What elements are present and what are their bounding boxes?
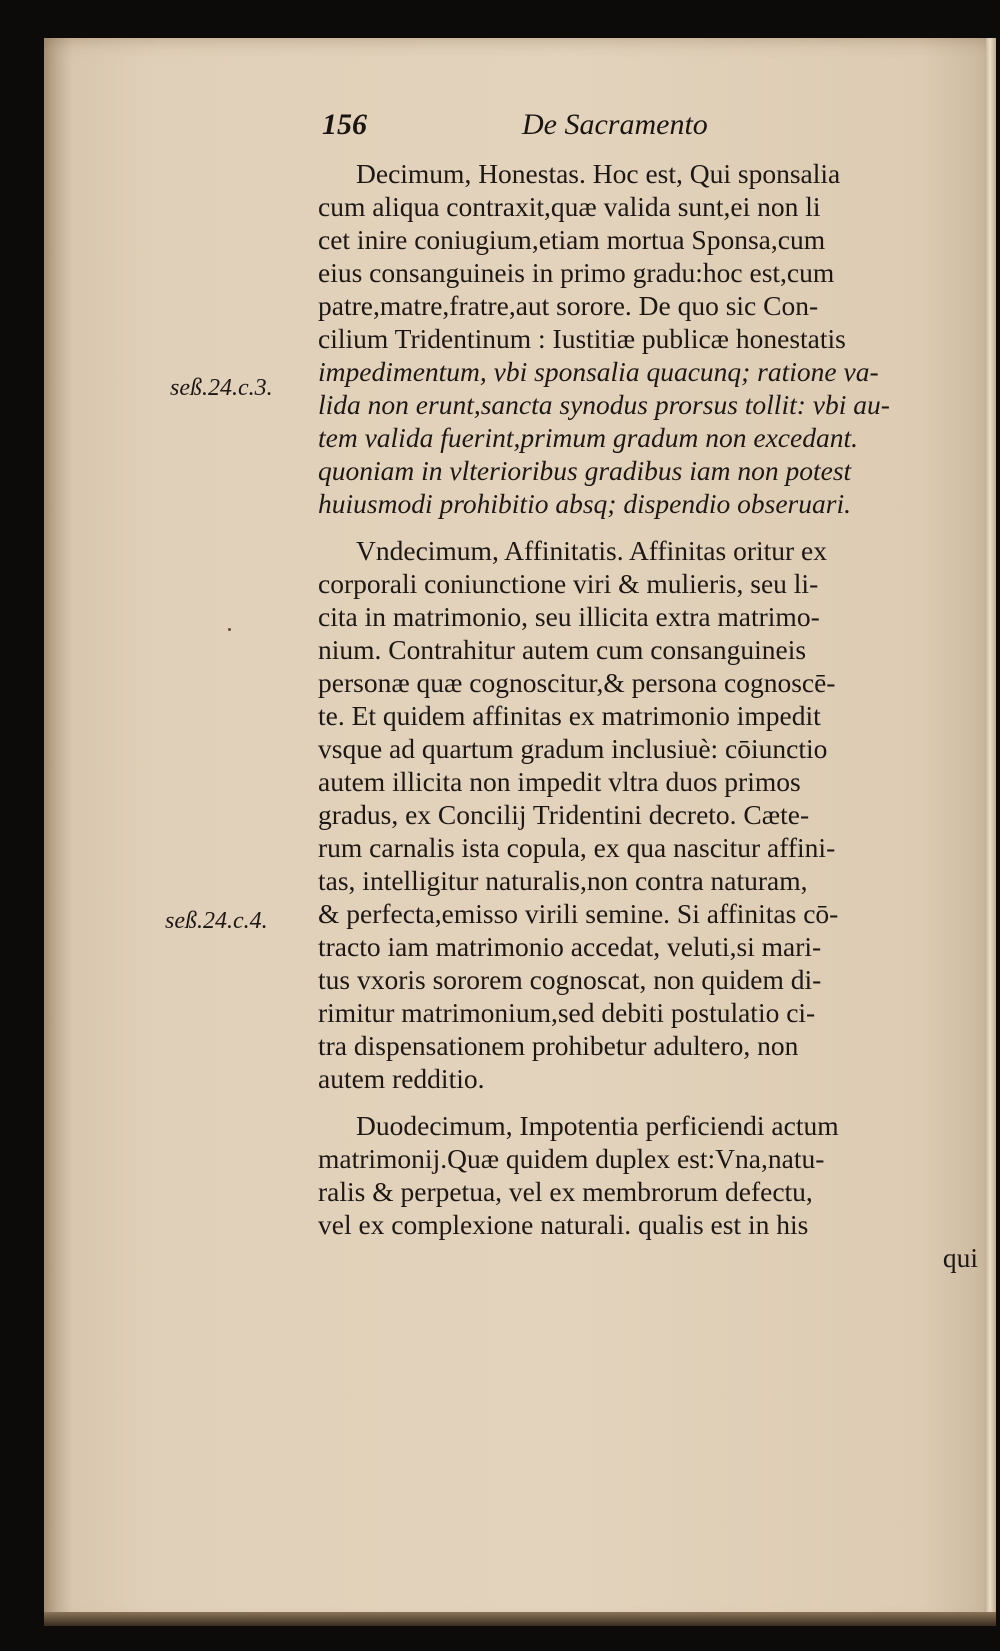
text-line: tas, intelligitur naturalis,non contra naturam, xyxy=(318,865,808,896)
text-line: nium. Contrahitur autem cum consanguineis xyxy=(318,634,807,665)
page-edge xyxy=(986,38,996,1626)
text-line: Vndecimum, Affinitatis. Affinitas oritur ex xyxy=(356,535,828,566)
text-line: quoniam in vlterioribus gradibus iam non potest xyxy=(318,455,852,486)
text-line: & perfecta,emisso virili semine. Si affinitas cō- xyxy=(318,898,839,929)
text-line: cilium Tridentinum : Iustitiæ publicæ honestatis xyxy=(318,323,846,354)
text-line: vel ex complexione naturali. qualis est in his xyxy=(318,1209,809,1240)
text-line: huiusmodi prohibitio absq; dispendio obseruari. xyxy=(318,488,851,519)
marginal-note: seß.24.c.3. xyxy=(170,375,273,401)
text-line: autem redditio. xyxy=(318,1063,485,1094)
catchword: qui xyxy=(942,1242,978,1273)
text-line: ralis & perpetua, vel ex membrorum defectu, xyxy=(318,1176,813,1207)
text-line: autem illicita non impedit vltra duos primos xyxy=(318,766,801,797)
text-line: Decimum, Honestas. Hoc est, Qui sponsalia xyxy=(356,158,841,189)
text-line: cum aliqua contraxit,quæ valida sunt,ei non li xyxy=(318,191,821,222)
page-bottom-edge xyxy=(44,1612,996,1626)
page-number: 156 xyxy=(322,108,367,141)
text-line: corporali coniunctione viri & mulieris, seu li- xyxy=(318,568,819,599)
text-line: cita in matrimonio, seu illicita extra matrimo- xyxy=(318,601,820,632)
text-line: tracto iam matrimonio accedat, veluti,si mari- xyxy=(318,931,822,962)
text-line: personæ quæ cognoscitur,& persona cognoscē- xyxy=(318,667,836,698)
text-line: matrimonij.Quæ quidem duplex est:Vna,natu- xyxy=(318,1143,825,1174)
text-line: te. Et quidem affinitas ex matrimonio impedit xyxy=(318,700,821,731)
text-line: lida non erunt,sancta synodus prorsus tollit: vbi au- xyxy=(318,389,890,420)
text-line: gradus, ex Concilij Tridentini decreto. Cæte- xyxy=(318,799,810,830)
text-line: tem valida fuerint,primum gradum non excedant. xyxy=(318,422,858,453)
running-title: De Sacramento xyxy=(522,108,708,141)
page-header xyxy=(322,108,822,148)
body-text xyxy=(318,157,978,1274)
text-line: Duodecimum, Impotentia perficiendi actum xyxy=(356,1110,839,1141)
text-line: cet inire coniugium,etiam mortua Sponsa,cum xyxy=(318,224,826,255)
text-line: rimitur matrimonium,sed debiti postulatio ci- xyxy=(318,997,816,1028)
text-line: rum carnalis ista copula, ex qua nascitur affini- xyxy=(318,832,836,863)
text-line: impedimentum, vbi sponsalia quacunq; ratione va- xyxy=(318,356,879,387)
paragraph-duodecimum xyxy=(318,1109,978,1274)
paragraph-decimum xyxy=(318,157,978,520)
marginal-note: seß.24.c.4. xyxy=(165,908,268,934)
text-line: tus vxoris sororem cognoscat, non quidem di- xyxy=(318,964,822,995)
ink-speck xyxy=(228,628,231,631)
text-line: eius consanguineis in primo gradu:hoc est,cum xyxy=(318,257,835,288)
paragraph-vndecimum xyxy=(318,534,978,1095)
text-line: patre,matre,fratre,aut sorore. De quo sic Con- xyxy=(318,290,819,321)
text-line: tra dispensationem prohibetur adultero, non xyxy=(318,1030,799,1061)
text-line: vsque ad quartum gradum inclusiuè: cōiunctio xyxy=(318,733,828,764)
